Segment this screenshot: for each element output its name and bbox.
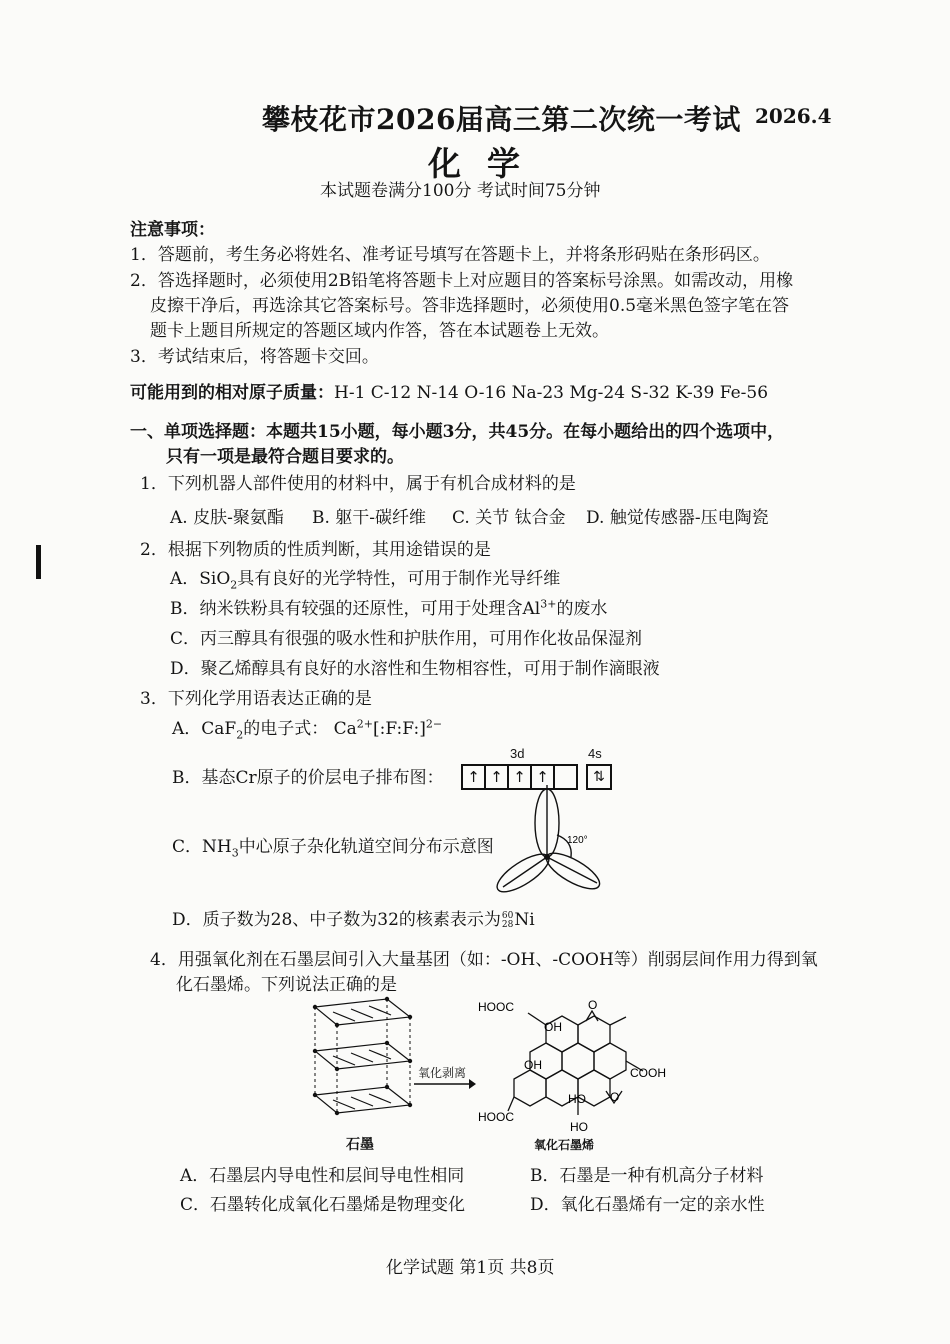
section-heading-cont: 只有一项是最符合题目要求的。 bbox=[166, 447, 404, 467]
notice-item: 3．考试结束后，将答题卡交回。 bbox=[130, 347, 379, 367]
orbital-cell: ↑ bbox=[532, 766, 555, 788]
q2-option-d: D．聚乙烯醇具有良好的水溶性和生物相容性，可用于制作滴眼液 bbox=[170, 659, 660, 679]
q2-option-a: A．SiO$_2$具有良好的光学特性，可用于制作光导纤维 bbox=[170, 569, 561, 592]
notice-item: 题卡上题目所规定的答题区域内作答，答在本试题卷上无效。 bbox=[150, 321, 609, 341]
electron-formula: [:F:F:] bbox=[373, 719, 426, 739]
q4-option-d: D．氧化石墨烯有一定的亲水性 bbox=[530, 1195, 765, 1215]
go-group: O bbox=[610, 1090, 620, 1104]
go-group: OH bbox=[524, 1058, 542, 1072]
atomic-mass-label: 可能用到的相对原子质量： bbox=[130, 383, 334, 403]
q1-stem: 1．下列机器人部件使用的材料中，属于有机合成材料的是 bbox=[140, 474, 576, 494]
graphite-diagram bbox=[295, 995, 420, 1135]
go-group: HO bbox=[570, 1120, 588, 1134]
q1-option-b: B. 躯干-碳纤维 bbox=[312, 508, 427, 528]
q4-option-b: B．石墨是一种有机高分子材料 bbox=[530, 1166, 764, 1186]
notice-item: 皮擦干净后，再选涂其它答案标号。答非选择题时，必须使用0.5毫米黑色签字笔在答 bbox=[150, 296, 790, 316]
arrow-label: 氧化剥离 bbox=[418, 1066, 467, 1080]
q3-option-d: D．质子数为28、中子数为32的核素表示为 60 28 Ni bbox=[172, 910, 535, 930]
go-group: COOH bbox=[630, 1066, 666, 1080]
q3-option-a: A．CaF$_2$的电子式： $Ca^{2+}[:F:F:]^{2-}$ bbox=[172, 717, 443, 742]
notice-item: 1．答题前，考生务必将姓名、准考证号填写在答题卡上，并将条形码贴在条形码区。 bbox=[130, 245, 770, 265]
page-footer: 化学试题 第1页 共8页 bbox=[386, 1258, 555, 1278]
q3-option-c: C．$NH_3$中心原子杂化轨道空间分布示意图 bbox=[172, 837, 494, 860]
graphene-oxide-diagram bbox=[478, 995, 678, 1135]
q1-option-a: A. 皮肤-聚氨酯 bbox=[170, 508, 284, 528]
q3-option-b: B．基态Cr原子的价层电子排布图： bbox=[172, 768, 444, 788]
orbital-3d-label: 3d bbox=[510, 746, 525, 761]
exam-date: 2026.4 bbox=[755, 104, 832, 128]
q4-option-c: C．石墨转化成氧化石墨烯是物理变化 bbox=[180, 1195, 466, 1215]
orbital-cell: ↑ bbox=[486, 766, 509, 788]
notice-heading: 注意事项： bbox=[130, 220, 215, 240]
angle-label: 120° bbox=[567, 835, 588, 846]
subject-title: 化学 bbox=[428, 144, 546, 183]
go-group: O bbox=[588, 998, 598, 1012]
graphene-oxide-label: 氧化石墨烯 bbox=[534, 1138, 595, 1152]
q3-stem: 3．下列化学用语表达正确的是 bbox=[140, 689, 372, 709]
q1-option-d: D. 触觉传感器-压电陶瓷 bbox=[586, 508, 769, 528]
orbital-cell: ↑ bbox=[509, 766, 532, 788]
sp3-orbital-diagram bbox=[495, 785, 615, 895]
q4-option-a: A．石墨层内导电性和层间导电性相同 bbox=[180, 1166, 465, 1186]
q4-stem: 4．用强氧化剂在石墨层间引入大量基团（如：-OH、-COOH等）削弱层间作用力得到氧 bbox=[150, 950, 818, 970]
margin-mark bbox=[36, 545, 41, 579]
orbital-cell: ↑ bbox=[463, 766, 486, 788]
orbital-4s-box: ⇅ bbox=[586, 764, 612, 790]
q2-option-b: B．纳米铁粉具有较强的还原性，可用于处理含$Al^{3+}$的废水 bbox=[170, 597, 608, 619]
graphite-label: 石墨 bbox=[346, 1136, 374, 1152]
q2-stem: 2．根据下列物质的性质判断，其用途错误的是 bbox=[140, 540, 491, 560]
q4-stem-cont: 化石墨烯。下列说法正确的是 bbox=[176, 975, 397, 995]
atomic-mass-line bbox=[130, 378, 768, 403]
go-group: HOOC bbox=[478, 1110, 514, 1124]
q1-option-c: C. 关节 钛合金 bbox=[452, 508, 566, 528]
reaction-arrow bbox=[414, 1078, 476, 1090]
notice-item: 2．答选择题时，必须使用2B铅笔将答题卡上对应题目的答案标号涂黑。如需改动，用橡 bbox=[130, 271, 794, 291]
exam-title: 攀枝花市2026届高三第二次统一考试 bbox=[262, 103, 741, 136]
go-group: HO bbox=[568, 1092, 586, 1106]
q2-option-c: C．丙三醇具有很强的吸水性和护肤作用，可用作化妆品保湿剂 bbox=[170, 629, 643, 649]
orbital-4s-label: 4s bbox=[588, 746, 602, 761]
exam-meta: 本试题卷满分100分 考试时间75分钟 bbox=[320, 181, 601, 201]
go-group: OH bbox=[544, 1020, 562, 1034]
atomic-mass-values: H-1 C-12 N-14 O-16 Na-23 Mg-24 S-32 K-39 Fe-56 bbox=[334, 383, 769, 403]
go-group: HOOC bbox=[478, 1000, 514, 1014]
section-heading: 一、单项选择题：本题共15小题，每小题3分，共45分。在每小题给出的四个选项中， bbox=[130, 422, 785, 442]
